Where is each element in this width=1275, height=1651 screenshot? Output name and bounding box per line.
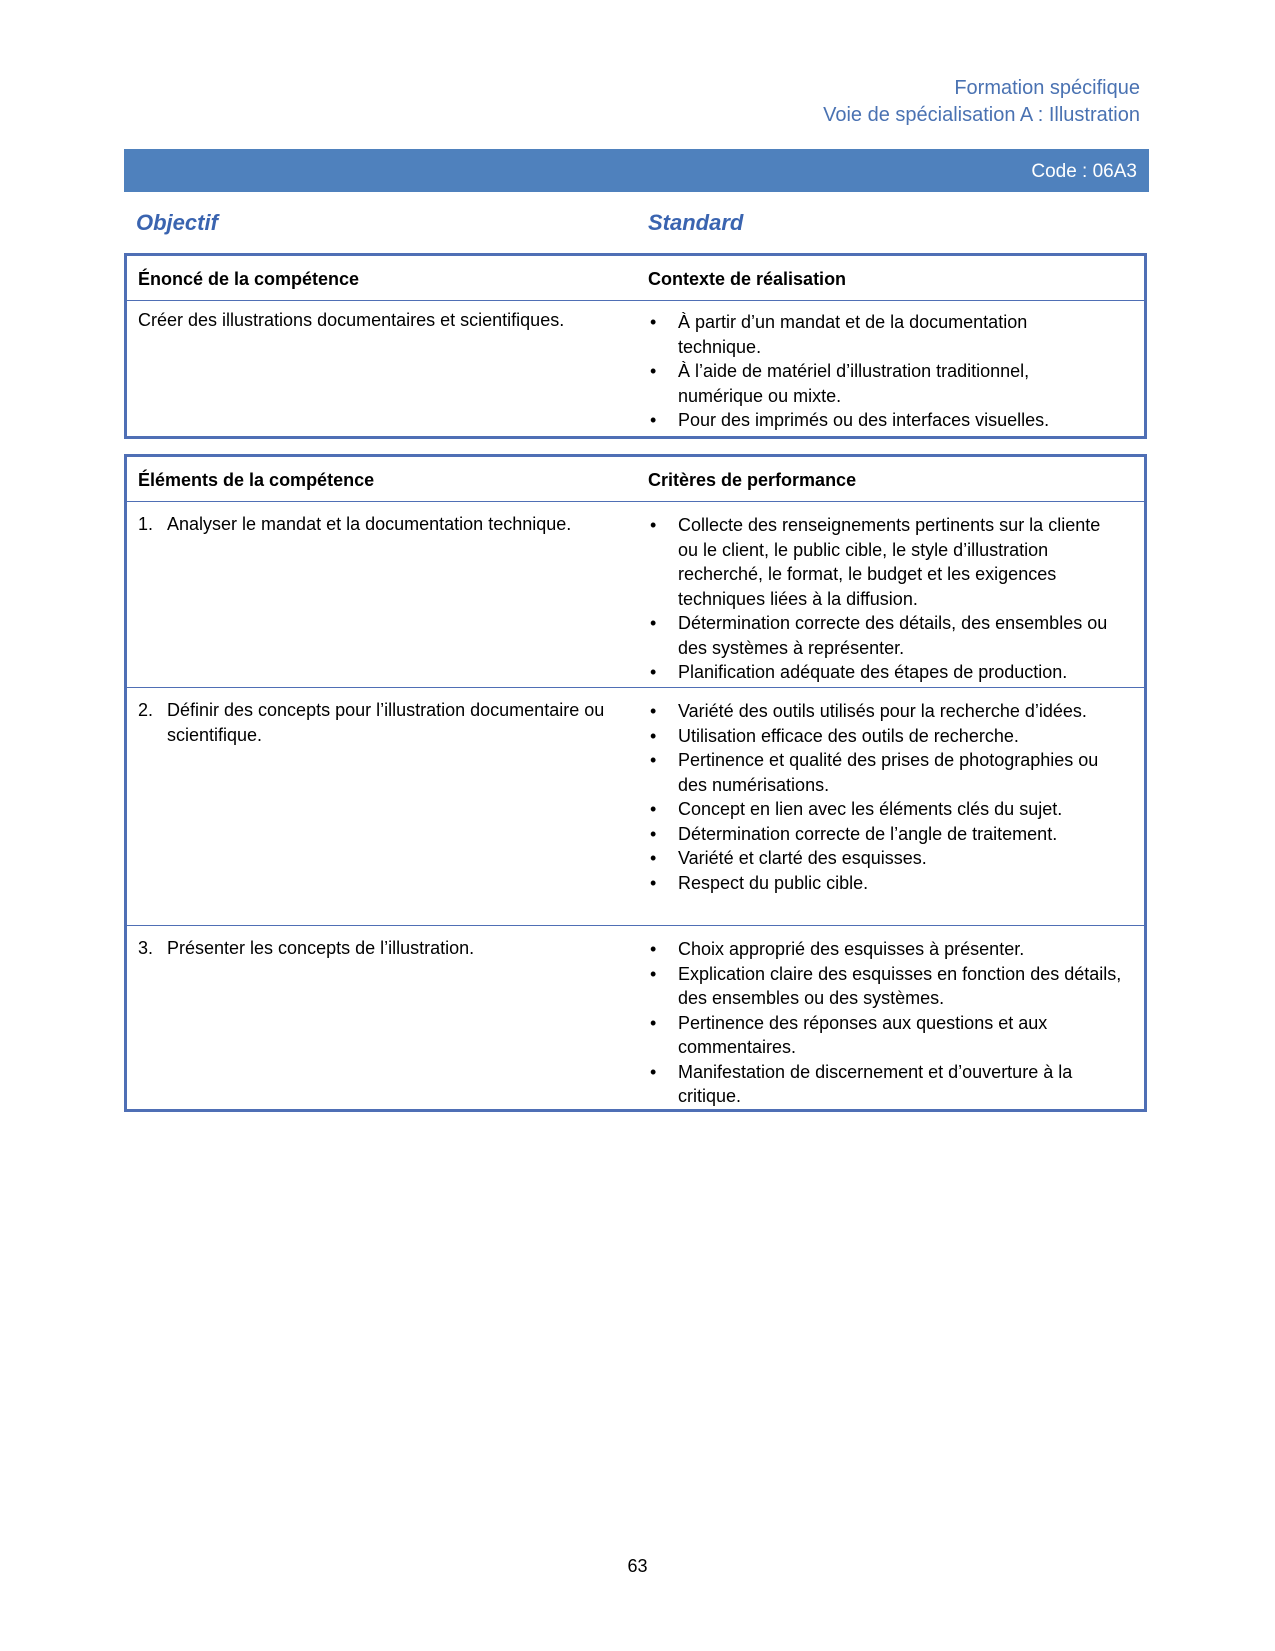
list-item: • Manifestation de discernement et d’ouverture à la critique. (648, 1060, 1123, 1109)
list-item: • À l’aide de matériel d’illustration traditionnel, numérique ou mixte. (648, 359, 1108, 408)
element-text: Analyser le mandat et la documentation technique. (167, 514, 572, 534)
criteres-header: Critères de performance (648, 470, 857, 490)
page-number: 63 (627, 1556, 648, 1576)
criteria-list-2 (648, 699, 1123, 895)
competence-table (124, 253, 1147, 439)
row-divider (127, 925, 1144, 926)
list-item: • Variété des outils utilisés pour la recherche d’idées. (648, 699, 1123, 724)
contexte-header: Contexte de réalisation (648, 269, 847, 289)
element-number: 1. (138, 514, 154, 534)
code-band (124, 149, 1149, 192)
element-1 (138, 512, 638, 537)
competence-header-row (127, 256, 1144, 301)
elements-header-row (127, 457, 1144, 502)
elements-header: Éléments de la compétence (138, 470, 375, 490)
objectif-heading: Objectif (136, 210, 218, 235)
header-specialization: Voie de spécialisation A : Illustration (823, 104, 1140, 126)
list-item: • Pour des imprimés ou des interfaces visuelles. (648, 408, 1108, 433)
list-item: • Explication claire des esquisses en fonction des détails, des ensembles ou des systèmes. (648, 962, 1123, 1011)
criteria-list-1 (648, 513, 1123, 685)
competence-statement: Créer des illustrations documentaires et scientifiques. (138, 310, 565, 330)
enonce-header: Énoncé de la compétence (138, 269, 360, 289)
element-text: Définir des concepts pour l’illustration documentaire ou scientifique. (167, 700, 605, 745)
list-item: • Planification adéquate des étapes de production. (648, 660, 1123, 685)
list-item: • Détermination correcte des détails, des ensembles ou des systèmes à représenter. (648, 611, 1123, 660)
element-3 (138, 936, 638, 961)
criteria-list-3 (648, 937, 1123, 1109)
list-item: • Concept en lien avec les éléments clés du sujet. (648, 797, 1123, 822)
list-item: • Pertinence et qualité des prises de photographies ou des numérisations. (648, 748, 1123, 797)
header-program: Formation spécifique (954, 77, 1140, 99)
element-2 (138, 698, 638, 747)
element-number: 3. (138, 938, 154, 958)
list-item: • Respect du public cible. (648, 871, 1123, 896)
list-item: • Utilisation efficace des outils de recherche. (648, 724, 1123, 749)
element-number: 2. (138, 700, 154, 720)
competency-code: Code : 06A3 (1031, 161, 1137, 182)
context-list (648, 310, 1108, 433)
list-item: • Variété et clarté des esquisses. (648, 846, 1123, 871)
standard-heading: Standard (648, 210, 744, 235)
list-item: • Pertinence des réponses aux questions et aux commentaires. (648, 1011, 1123, 1060)
elements-table (124, 454, 1147, 1112)
list-item: • Collecte des renseignements pertinents sur la cliente ou le client, le public cible, le style d’illustration recherché, le format, le budget et les exigences techniques liées à la diffusion. (648, 513, 1123, 611)
element-text: Présenter les concepts de l’illustration. (167, 938, 475, 958)
list-item: • Choix approprié des esquisses à présenter. (648, 937, 1123, 962)
row-divider (127, 687, 1144, 688)
list-item: • Détermination correcte de l’angle de traitement. (648, 822, 1123, 847)
list-item: • À partir d’un mandat et de la documentation technique. (648, 310, 1108, 359)
